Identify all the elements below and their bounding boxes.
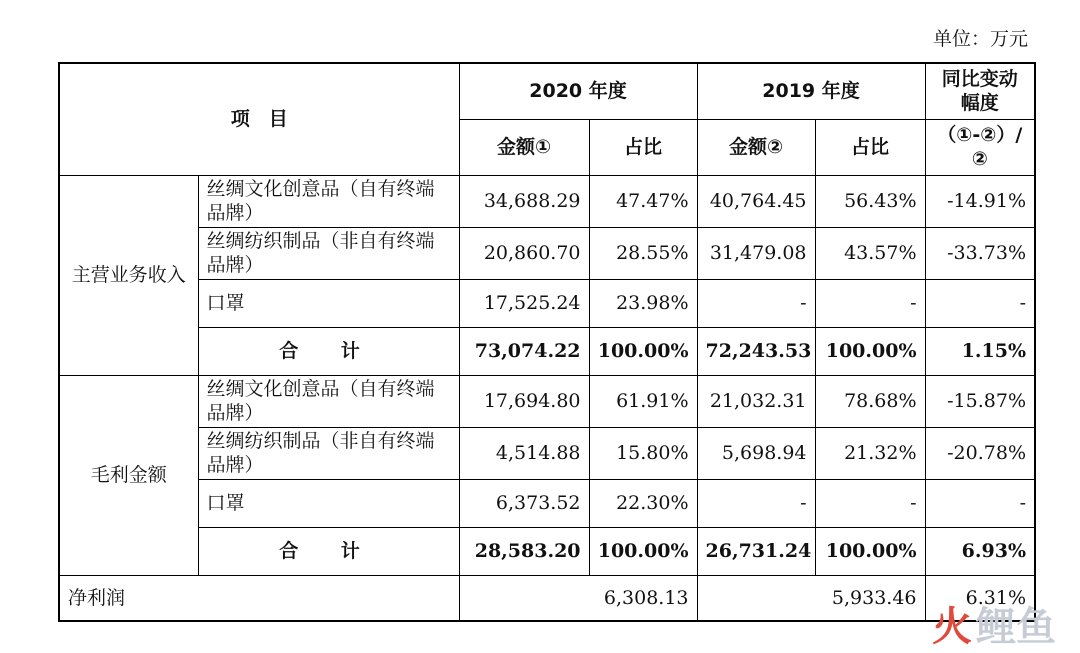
row-item: 口罩 (198, 479, 459, 527)
yoy-change: -15.87% (925, 375, 1035, 427)
share-2020: 23.98% (589, 279, 697, 327)
share-2019: 56.43% (815, 175, 925, 227)
header-amount-2019: 金额② (697, 119, 815, 175)
group-label-revenue: 主营业务收入 (59, 175, 198, 375)
share-2020: 22.30% (589, 479, 697, 527)
amount-2019: - (697, 479, 815, 527)
yoy-change: - (925, 479, 1035, 527)
yoy-change: -20.78% (925, 427, 1035, 479)
total-yoy: 1.15% (925, 327, 1035, 375)
total-share-2019: 100.00% (815, 527, 925, 575)
table-row (59, 279, 1035, 327)
total-amount-2020: 28,583.20 (459, 527, 589, 575)
yoy-change: -33.73% (925, 227, 1035, 279)
table-row (59, 175, 1035, 227)
financial-table (58, 62, 1036, 622)
share-2019: 78.68% (815, 375, 925, 427)
table-row (59, 227, 1035, 279)
net-profit-row (59, 575, 1035, 621)
header-amount-2020: 金额① (459, 119, 589, 175)
share-2019: - (815, 479, 925, 527)
share-2019: 43.57% (815, 227, 925, 279)
amount-2019: - (697, 279, 815, 327)
row-item: 丝绸文化创意品（自有终端品牌） (198, 375, 459, 427)
header-item: 项 目 (59, 63, 459, 175)
header-formula: （①-②）/② (925, 119, 1035, 175)
total-row (59, 527, 1035, 575)
header-share-2019: 占比 (815, 119, 925, 175)
header-yoy: 同比变动幅度 (925, 63, 1035, 119)
amount-2019: 31,479.08 (697, 227, 815, 279)
watermark-fire: 火 (932, 604, 972, 650)
header-share-2020: 占比 (589, 119, 697, 175)
amount-2019: 21,032.31 (697, 375, 815, 427)
share-2019: 21.32% (815, 427, 925, 479)
amount-2020: 4,514.88 (459, 427, 589, 479)
header-year-2020: 2020 年度 (459, 63, 697, 119)
watermark-word: 鲤鱼 (976, 604, 1056, 650)
total-share-2020: 100.00% (589, 327, 697, 375)
unit-label: 单位：万元 (932, 28, 1028, 50)
row-item: 丝绸纺织制品（非自有终端品牌） (198, 227, 459, 279)
net-profit-2020: 6,308.13 (459, 575, 697, 621)
amount-2020: 17,525.24 (459, 279, 589, 327)
share-2020: 28.55% (589, 227, 697, 279)
row-item: 口罩 (198, 279, 459, 327)
net-profit-yoy: 6.31% (925, 575, 1035, 621)
share-2020: 61.91% (589, 375, 697, 427)
total-share-2020: 100.00% (589, 527, 697, 575)
total-label: 合 计 (198, 527, 459, 575)
yoy-change: - (925, 279, 1035, 327)
share-2020: 47.47% (589, 175, 697, 227)
row-item: 丝绸纺织制品（非自有终端品牌） (198, 427, 459, 479)
total-share-2019: 100.00% (815, 327, 925, 375)
total-amount-2020: 73,074.22 (459, 327, 589, 375)
amount-2020: 6,373.52 (459, 479, 589, 527)
net-profit-label: 净利润 (59, 575, 459, 621)
group-label-gross: 毛利金额 (59, 375, 198, 575)
amount-2020: 34,688.29 (459, 175, 589, 227)
amount-2020: 17,694.80 (459, 375, 589, 427)
amount-2019: 40,764.45 (697, 175, 815, 227)
table-row (59, 427, 1035, 479)
table-row (59, 479, 1035, 527)
table-row (59, 375, 1035, 427)
yoy-change: -14.91% (925, 175, 1035, 227)
header-year-2019: 2019 年度 (697, 63, 925, 119)
net-profit-2019: 5,933.46 (697, 575, 925, 621)
total-amount-2019: 72,243.53 (697, 327, 815, 375)
header-row-1 (59, 63, 1035, 119)
row-item: 丝绸文化创意品（自有终端品牌） (198, 175, 459, 227)
amount-2020: 20,860.70 (459, 227, 589, 279)
watermark-logo (932, 605, 1056, 649)
total-row (59, 327, 1035, 375)
total-amount-2019: 26,731.24 (697, 527, 815, 575)
amount-2019: 5,698.94 (697, 427, 815, 479)
share-2020: 15.80% (589, 427, 697, 479)
total-yoy: 6.93% (925, 527, 1035, 575)
share-2019: - (815, 279, 925, 327)
total-label: 合 计 (198, 327, 459, 375)
